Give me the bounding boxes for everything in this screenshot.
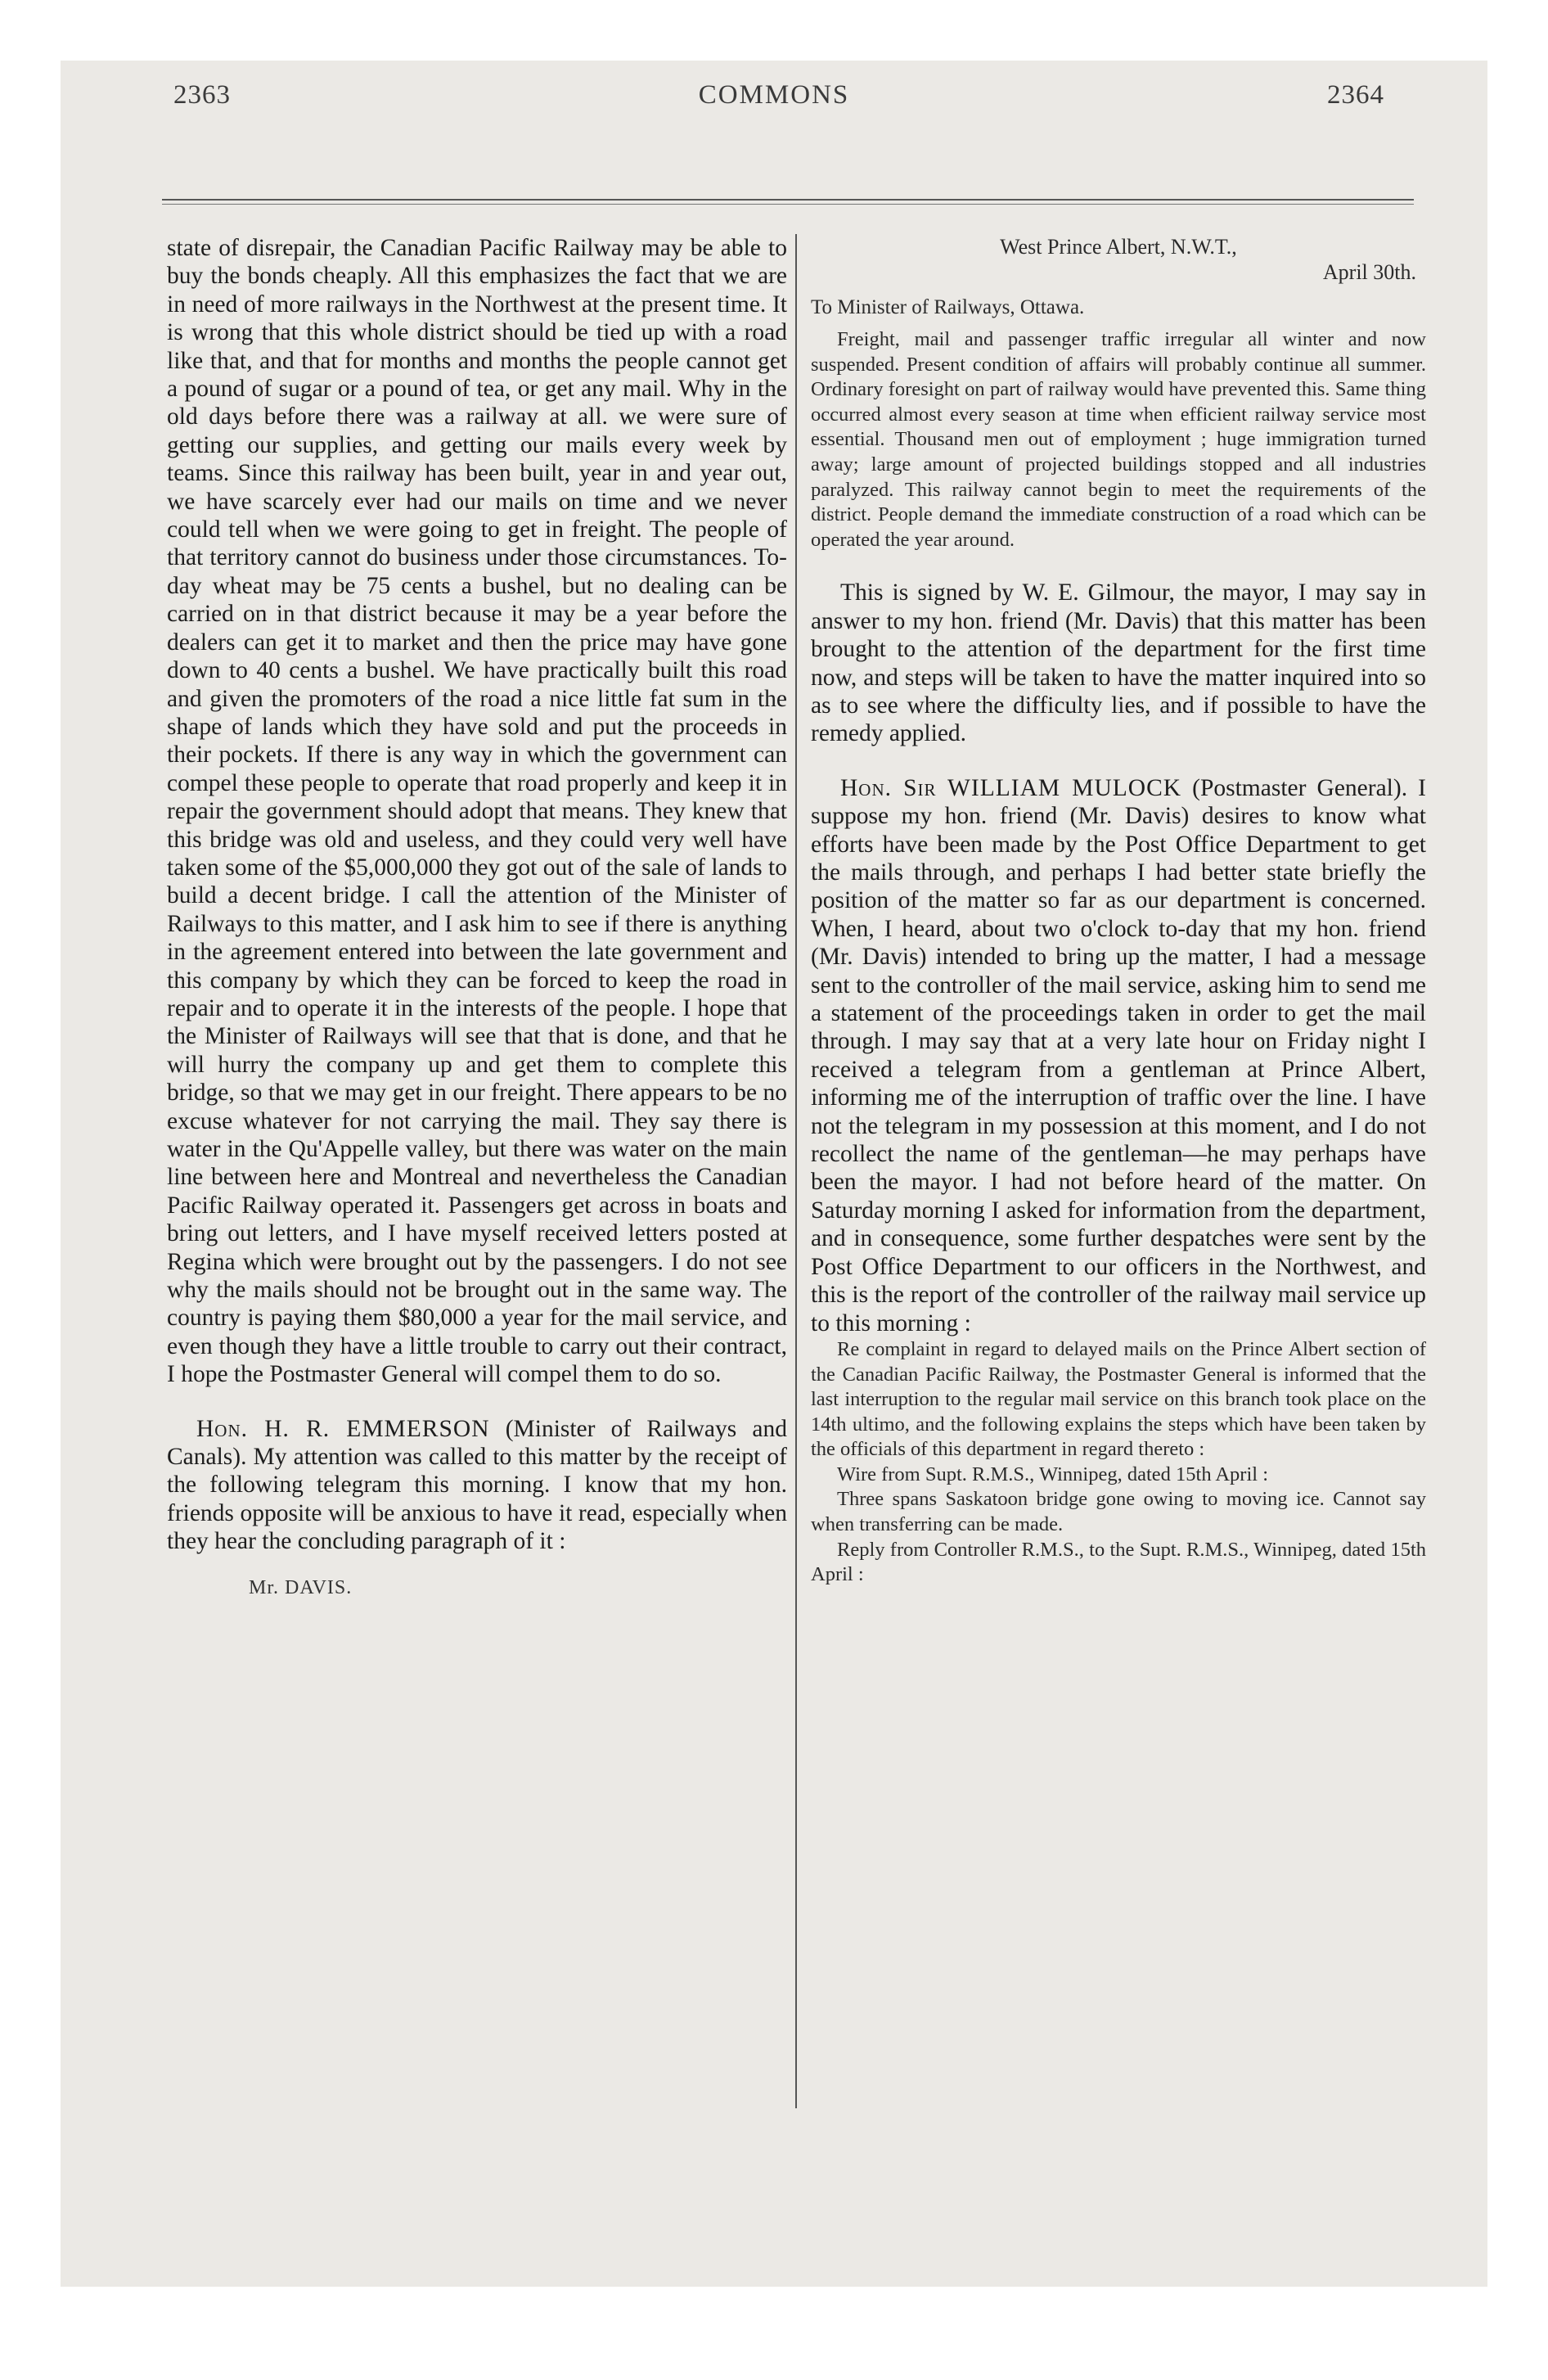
- signature-davis: Mr. DAVIS.: [249, 1576, 353, 1598]
- left-column: [167, 234, 787, 1599]
- emmerson-text: (Minister of Railways and Canals). My attention was called to this matter by the receipt of the following telegram this morning. I know that my hon. friends opposite will be anxious to have it read, especially when they hear the concluding paragraph of it :: [167, 1415, 787, 1555]
- report-paragraph-3: Three spans Saskatoon bridge gone owing to moving ice. Cannot say when transferring can be made.: [811, 1488, 1426, 1536]
- right-column: [811, 234, 1426, 1588]
- header-rule: [162, 199, 1414, 201]
- telegram-body: Freight, mail and passenger traffic irregular all winter and now suspended. Present condition of affairs will probably continue all summer. Ordinary foresight on part of railway would have prevented this. Same thing occurred almost every season at time when efficient railway service most essential. Thousand men out of employment ; huge immigration turned away; large amount of projected buildings stopped and all industries paralyzed. This railway cannot begin to meet the requirements of the district. People demand the immediate construction of a road which can be operated the year around.: [811, 328, 1426, 551]
- paragraph-davis-speech: state of disrepair, the Canadian Pacific Railway may be able to buy the bonds cheaply. All this emphasizes the fact that we are in need of more railways in the Northwest at the present time. It is wrong that this whole district should be tied up with a road like that, and that for months and months the people cannot get a pound of sugar or a pound of tea, or get any mail. Why in the old days before there was a railway at all. we were sure of getting our supplies, and getting our mails every week by teams. Since this railway has been built, year in and year out, we have scarcely ever had our mails on time and we never could tell when we were going to get in freight. The people of that territory cannot do business under those circumstances. To-day wheat may be 75 cents a bushel, but no dealing can be carried on in that district because it may be a year before the dealers can get it to market and then the price may have gone down to 40 cents a bushel. We have practically built this road and given the promoters of the road a nice little fat sum in the shape of lands which they have sold and put the proceeds in their pockets. If there is any way in which the government can compel these people to operate that road properly and keep it in repair the government should adopt that means. They knew that this bridge was old and useless, and they could very well have taken some of the $5,000,000 they got out of the sale of lands to build a decent bridge. I call the attention of the Minister of Railways to this matter, and I ask him to see if there is anything in the agreement entered into between the late government and this company by which they can be forced to keep the road in repair and to operate it in the interests of the people. I hope that the Minister of Railways will see that that is done, and that he will hurry the company up and get them to complete this bridge, so that we may get in our freight. There appears to be no excuse whatever for not carrying the mail. They say there is water in the Qu'Appelle valley, but there was water on the main line between here and Montreal and nevertheless the Canadian Pacific Railway operated it. Passengers get across in boats and bring out letters, and I have myself received letters posted at Regina which were brought out by the passengers. I do not see why the mails should not be brought out in the same way. The country is paying them $80,000 a year for the mail service, and even though they have a little trouble to carry out their contract, I hope the Postmaster General will compel them to do so.: [167, 235, 787, 1388]
- telegram-recipient: To Minister of Railways, Ottawa.: [811, 296, 1085, 318]
- mulock-text: (Postmaster General). I suppose my hon. friend (Mr. Davis) desires to know what efforts have been made by the Post Office Department to get the mails through, and perhaps I had better state briefly the position of the matter so far as our department is concerned. When, I heard, about two o'clock to-day that my hon. friend (Mr. Davis) intended to bring up the matter, I had a message sent to the controller of the mail service, asking him to send me a statement of the proceedings taken in order to get the mail through. I may say that at a very late hour on Friday night I received a telegram from a gentleman at Prince Albert, informing me of the interruption of traffic over the line. I have not the telegram in my possession at this moment, and I do not recollect the name of the gentleman—he may perhaps have been the mayor. I had not before heard of the matter. On Saturday morning I asked for information from the department, and in consequence, some further despatches were sent by the Post Office Department to our officers in the Northwest, and this is the report of the controller of the railway mail service up to this morning :: [811, 774, 1426, 1336]
- page-number-left: 2363: [173, 80, 231, 110]
- paragraph-signed-by: This is signed by W. E. Gilmour, the mayor, I may say in answer to my hon. friend (Mr. Davis) that this matter has been brought to the attention of the department for the first time now, and steps will be taken to have the matter inquired into so as to see where the difficulty lies, and if possible to have the remedy applied.: [811, 579, 1426, 747]
- speaker-mulock: Hon. Sir WILLIAM MULOCK: [840, 774, 1182, 801]
- header-rule-thin: [162, 204, 1414, 205]
- running-title: COMMONS: [698, 80, 850, 110]
- column-divider: [795, 234, 797, 2108]
- telegram-date: April 30th.: [1322, 260, 1416, 284]
- paragraph-mulock: [811, 774, 1426, 1337]
- paragraph-emmerson: [167, 1415, 787, 1556]
- telegram-place: West Prince Albert, N.W.T.,: [1000, 235, 1237, 259]
- report-paragraph-2: Wire from Supt. R.M.S., Winnipeg, dated 15th April :: [837, 1463, 1269, 1485]
- report-paragraph-1: Re complaint in regard to delayed mails on the Prince Albert section of the Canadian Pacific Railway, the Postmaster General is informed that the last interruption to the regular mail service on this branch took place on the 14th ultimo, and the following explains the steps which have been taken by the officials of this department in regard thereto :: [811, 1337, 1426, 1461]
- report-paragraph-4: Reply from Controller R.M.S., to the Supt. R.M.S., Winnipeg, dated 15th April :: [811, 1538, 1426, 1586]
- page-number-right: 2364: [1327, 80, 1384, 110]
- speaker-emmerson: Hon. H. R. EMMERSON: [196, 1415, 490, 1442]
